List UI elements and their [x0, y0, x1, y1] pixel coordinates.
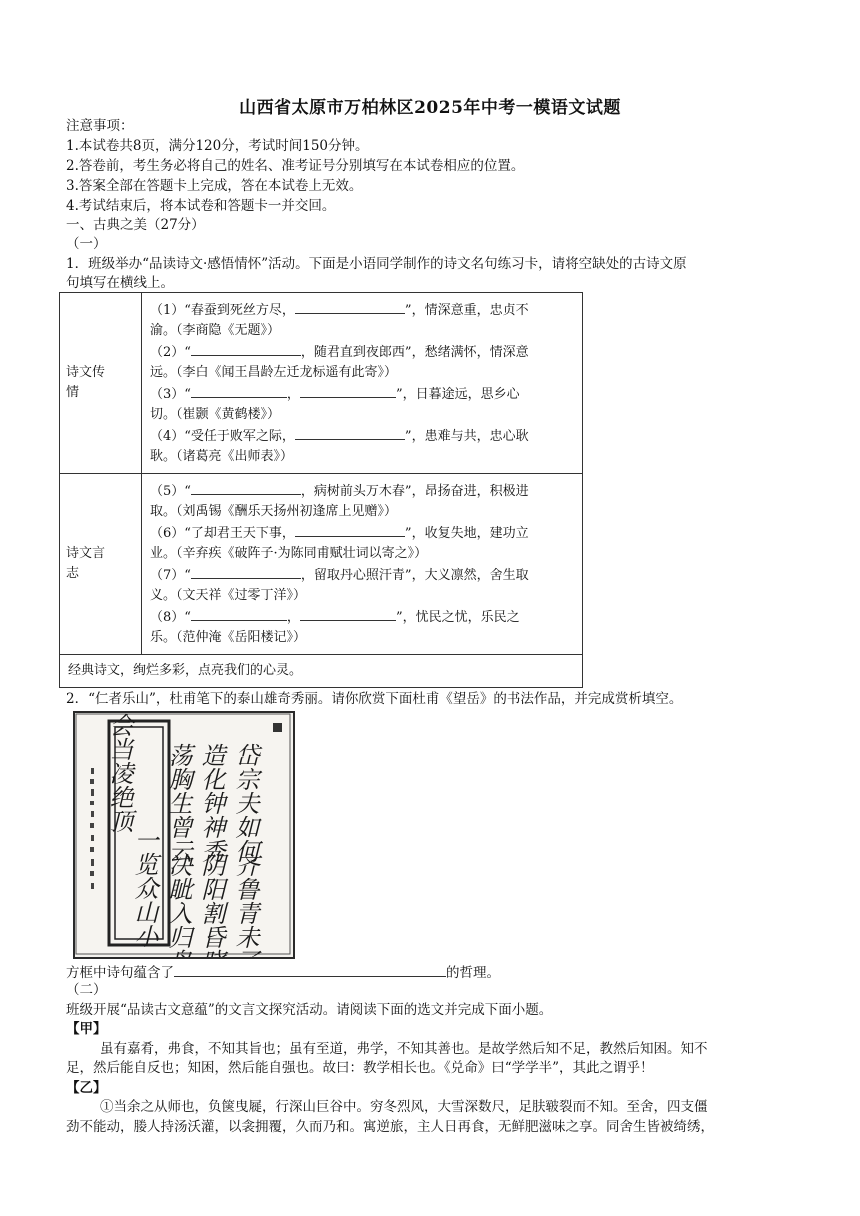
table-row [60, 293, 583, 474]
entry-source: 取。（刘禹锡《酬乐天扬州初逢席上见赠》） [150, 504, 398, 519]
answer-blank[interactable] [191, 383, 287, 398]
entry-text: （3）“ [150, 387, 191, 402]
poem-table [59, 292, 583, 688]
calligraphy-col-3: 造化钟神秀 [197, 743, 225, 863]
answer-blank[interactable] [191, 606, 287, 621]
entry-text: ，病树前头万木春”，昂扬奋进，积极进 [300, 484, 529, 499]
category-ambition [60, 474, 142, 655]
entry-source: 耿。（诸葛亮《出师表》） [150, 449, 294, 464]
entry-text: ”，忧民之忧，乐民之 [395, 610, 520, 625]
category-label: 志 [66, 566, 80, 581]
entry-text: ”，情深意重，忠贞不 [404, 303, 529, 318]
calligraphy-col-2: 齐鲁青未了 [231, 853, 259, 957]
entry-text: ”，日暮途远，思乡心 [395, 387, 520, 402]
answer-blank[interactable] [174, 962, 446, 977]
entry-text: ， [286, 387, 300, 402]
entry-source: 业。（辛弃疾《破阵子·为陈同甫赋壮词以寄之》） [150, 546, 428, 561]
sub-part-2: （二） [66, 982, 107, 998]
entry-source: 乐。（范仲淹《岳阳楼记》） [150, 630, 307, 645]
fill-text: 方框中诗句蕴含了 [66, 965, 174, 981]
category-label: 诗文言 [66, 546, 106, 561]
answer-blank[interactable] [191, 480, 301, 495]
category-label: 情 [66, 385, 80, 400]
sub-part-1: （一） [66, 236, 107, 252]
table-footer: 经典诗文，绚烂多彩，点亮我们的心灵。 [60, 655, 583, 688]
notice-item-3: 3.答案全部在答题卡上完成，答在本试卷上无效。 [66, 178, 363, 194]
entry-text: ，留取丹心照汗青”，大义凛然，舍生取 [300, 568, 529, 583]
emotion-entries [142, 293, 583, 474]
entry-text: （2）“ [150, 345, 191, 360]
entry-text: （1）“春蚕到死丝方尽， [150, 303, 295, 318]
calligraphy-col-1: 岱宗夫如何 [231, 743, 259, 863]
notice-heading: 注意事项： [66, 118, 134, 134]
answer-blank[interactable] [295, 299, 405, 314]
exam-title: 山西省太原市万柏林区2025年中考一模语文试题 [239, 98, 621, 118]
q1-text-line2: 句填写在横线上。 [66, 275, 174, 291]
section2-intro: 班级开展“品读古文意蕴”的文言文探究活动。请阅读下面的选文并完成下面小题。 [66, 1002, 553, 1018]
calligraphy-drawing [75, 713, 293, 957]
fill-text: 的哲理。 [446, 965, 500, 981]
entry-text: （4）“受任于败军之际， [150, 429, 295, 444]
passage-yi-line2: 劲不能动，媵人持汤沃灌，以衾拥覆，久而乃和。寓逆旅，主人日再食，无鲜肥滋味之享。同舍生皆被绮绣， [66, 1119, 714, 1135]
ambition-entries [142, 474, 583, 655]
answer-blank[interactable] [295, 522, 405, 537]
calligraphy-col-8: 一览众山小 [130, 828, 158, 948]
entry-text: （5）“ [150, 484, 191, 499]
category-emotion [60, 293, 142, 474]
entry-text: （7）“ [150, 568, 191, 583]
entry-text: （6）“了却君王天下事， [150, 526, 295, 541]
calligraphy-col-7: 会当凌绝顶 [105, 713, 133, 833]
notice-item-4: 4.考试结束后，将本试卷和答题卡一并交回。 [66, 198, 336, 214]
calligraphy-col-5: 荡胸生曾云 [164, 743, 192, 863]
notice-item-2: 2.答卷前，考生务必将自己的姓名、准考证号分别填写在本试卷相应的位置。 [66, 158, 525, 174]
entry-text: ”，收复失地，建功立 [404, 526, 529, 541]
entry-source: 义。（文天祥《过零丁洋》） [150, 588, 307, 603]
passage-yi-line1: ①当余之从师也，负箧曳屣，行深山巨谷中。穷冬烈风，大雪深数尺，足肤皲裂而不知。至舍，四支僵 [100, 1099, 708, 1115]
notice-item-1: 1.本试卷共8页，满分120分，考试时间150分钟。 [66, 138, 369, 154]
entry-text: ”，患难与共，忠心耿 [404, 429, 529, 444]
category-label: 诗文传 [66, 365, 106, 380]
answer-blank[interactable] [191, 564, 301, 579]
q2-text: 2．“仁者乐山”，杜甫笔下的泰山雄奇秀丽。请你欣赏下面杜甫《望岳》的书法作品，并完成赏析填空。 [66, 691, 683, 707]
q2-fill [66, 962, 500, 982]
entry-source: 渝。（李商隐《无题》） [150, 323, 281, 338]
answer-blank[interactable] [300, 606, 396, 621]
entry-source: 远。（李白《闻王昌龄左迁龙标遥有此寄》） [150, 365, 398, 380]
passage-jia-label: 【甲】 [66, 1021, 107, 1037]
entry-text: ， [286, 610, 300, 625]
passage-jia-line1: 虽有嘉肴，弗食，不知其旨也；虽有至道，弗学，不知其善也。是故学然后知不足，教然后知困。知不 [100, 1041, 708, 1057]
calligraphy-image [73, 711, 295, 959]
q1-text-line1: 1．班级举办“品读诗文·感悟情怀”活动。下面是小语同学制作的诗文名句练习卡，请将空缺处的古诗文原 [66, 256, 687, 272]
table-row [60, 474, 583, 655]
answer-blank[interactable] [191, 341, 301, 356]
entry-text: ，随君直到夜郎西”，愁绪满怀，情深意 [300, 345, 529, 360]
entry-source: 切。（崔颢《黄鹤楼》） [150, 407, 281, 422]
calligraphy-col-6: 决眦入归鸟 [164, 853, 192, 957]
section1-heading: 一、古典之美（27分） [66, 217, 205, 233]
table-row [60, 655, 583, 688]
answer-blank[interactable] [300, 383, 396, 398]
entry-text: （8）“ [150, 610, 191, 625]
answer-blank[interactable] [295, 425, 405, 440]
passage-jia-line2: 足，然后能自反也；知困，然后能自强也。故曰：教学相长也。《兑命》曰“学学半”，其此之谓乎！ [66, 1060, 654, 1076]
passage-yi-label: 【乙】 [66, 1080, 107, 1096]
calligraphy-col-4: 阴阳割昏晓 [197, 853, 225, 957]
